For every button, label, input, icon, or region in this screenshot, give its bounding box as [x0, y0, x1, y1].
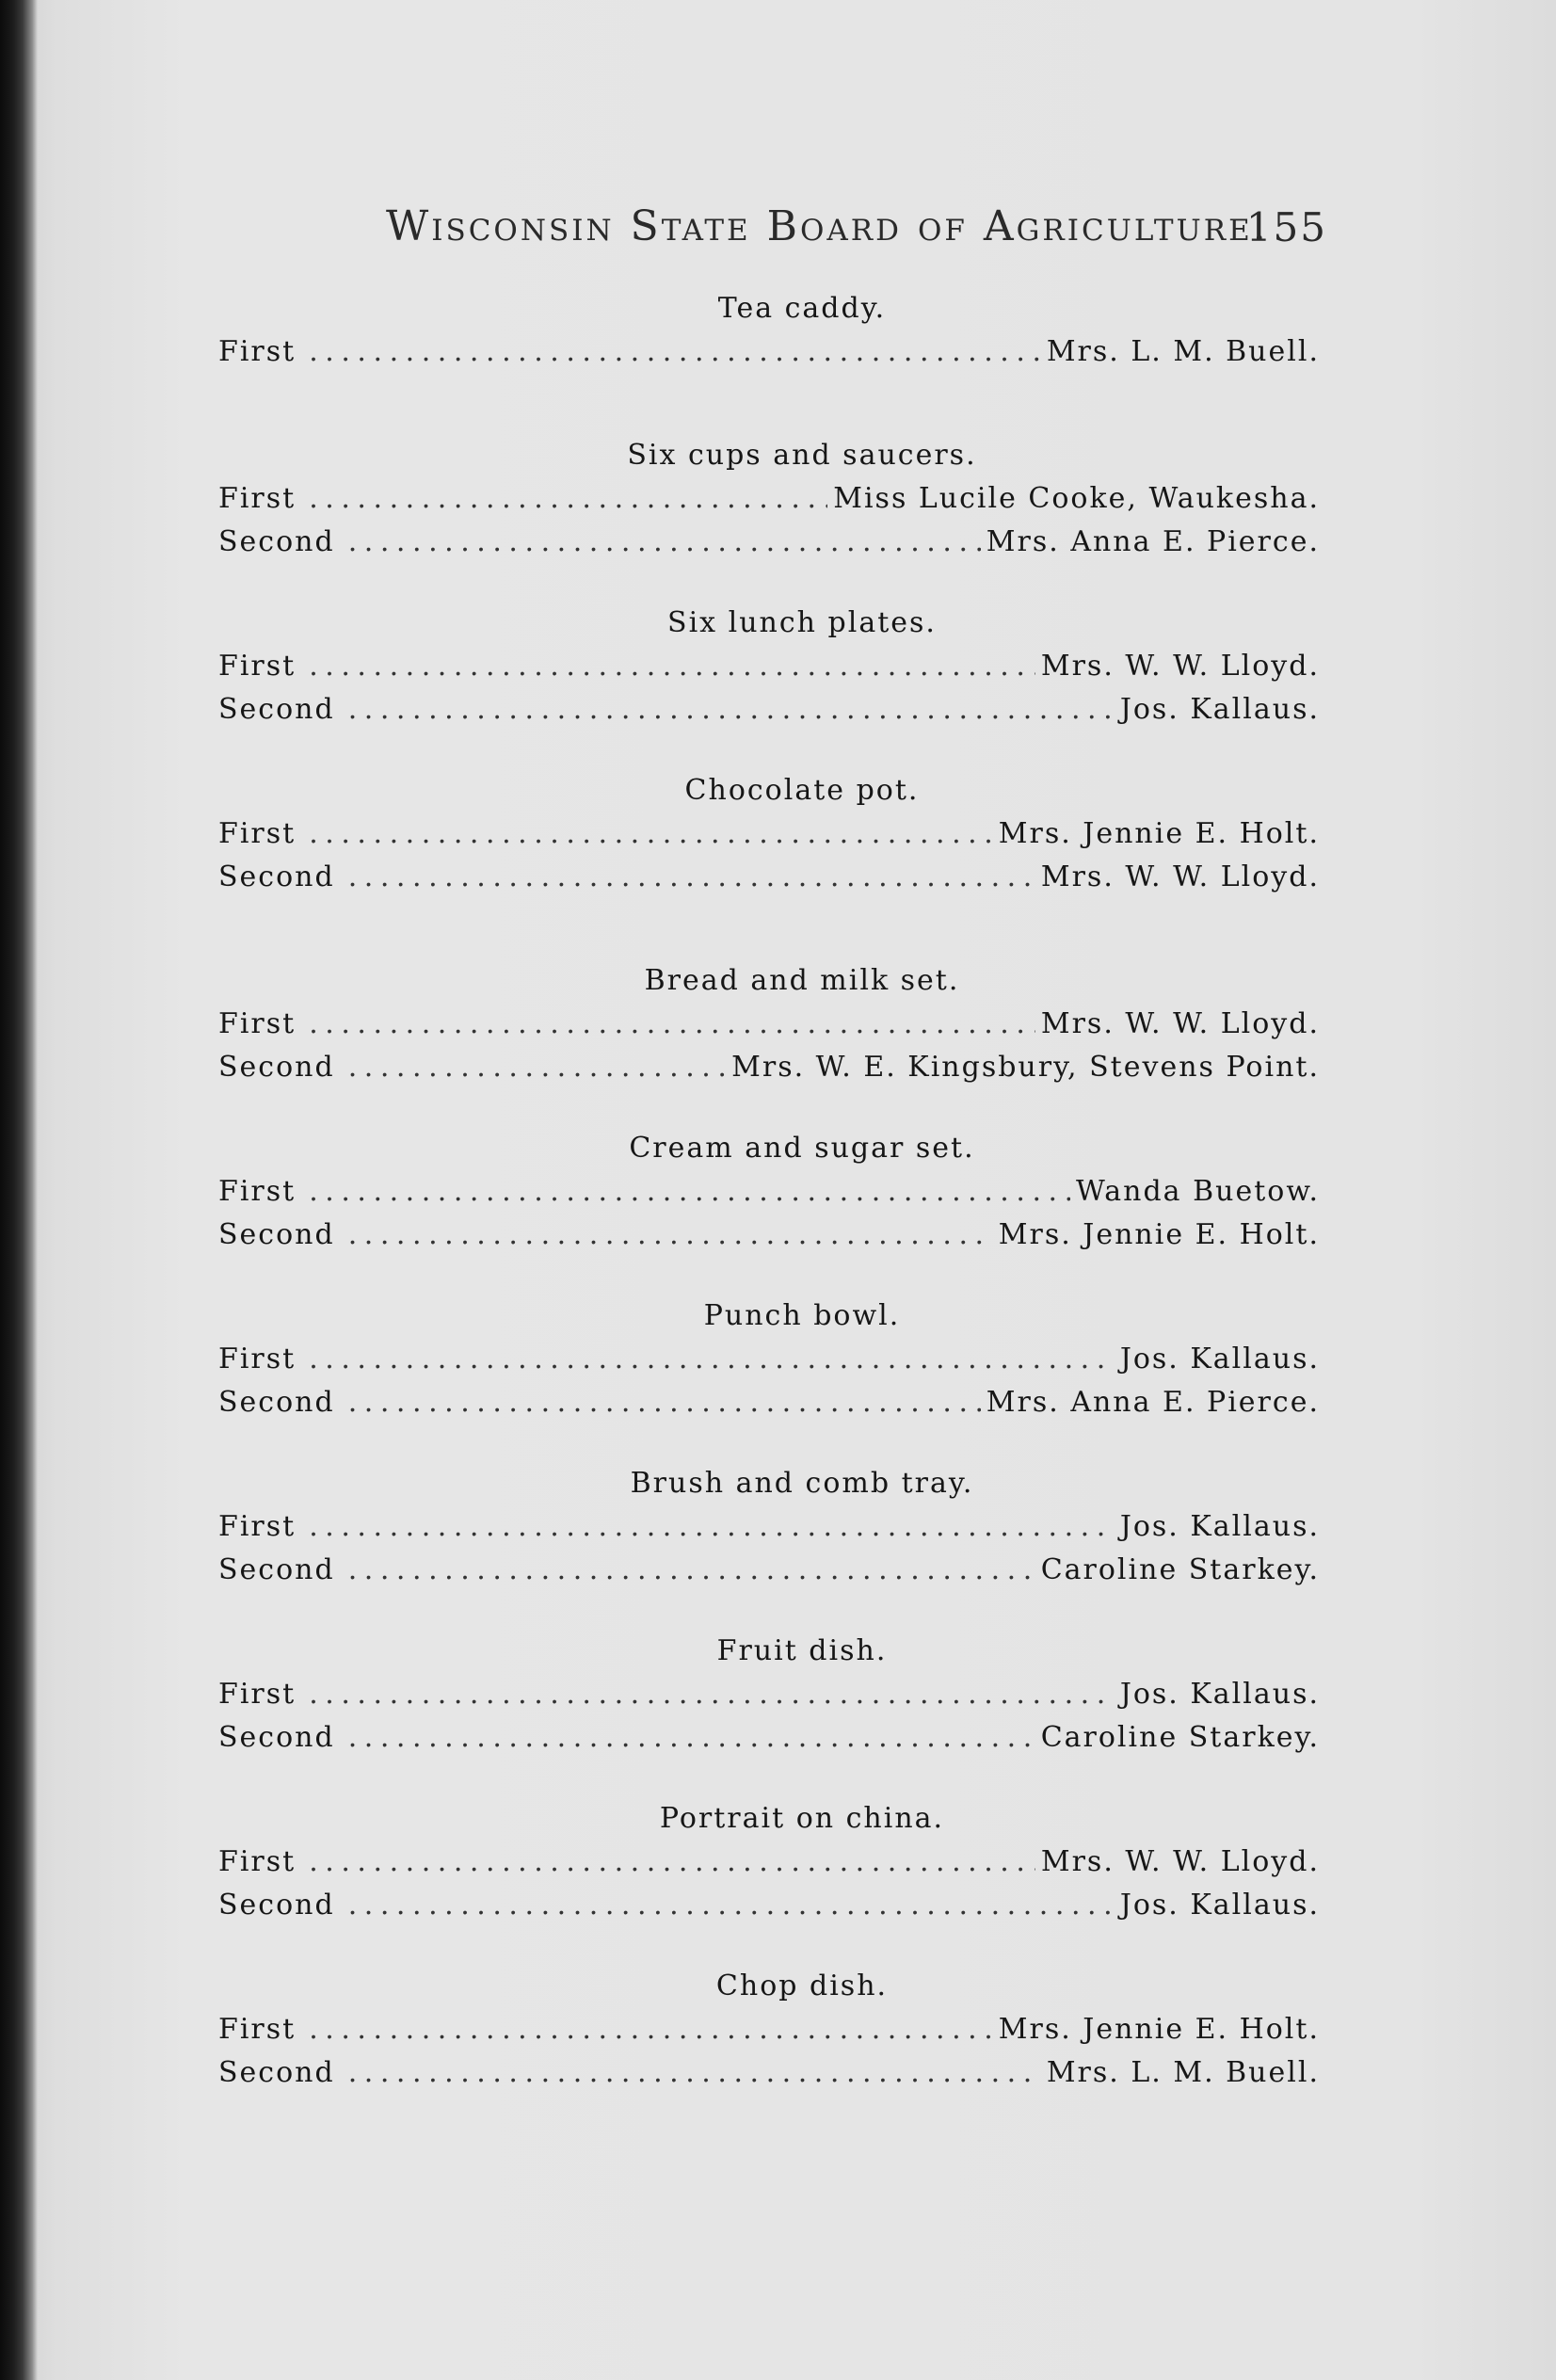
place-label: Second — [218, 1553, 335, 1586]
award-category — [218, 1295, 1320, 1424]
award-entry — [218, 688, 1320, 732]
dot-leader — [309, 1338, 1115, 1381]
award-entry — [218, 1338, 1320, 1381]
place-label: Second — [218, 1889, 335, 1922]
award-entry — [218, 1505, 1320, 1549]
dot-leader — [348, 688, 1115, 732]
awards-list — [218, 287, 1320, 2095]
winner-name: Jos. Kallaus. — [1119, 1510, 1320, 1543]
category-title: Punch bowl. — [703, 1299, 901, 1332]
award-entry — [218, 1841, 1320, 1884]
award-entry — [218, 1549, 1320, 1592]
winner-name: Mrs. W. W. Lloyd. — [1040, 1007, 1320, 1040]
place-label: Second — [218, 860, 335, 893]
place-label: Second — [218, 525, 335, 558]
winner-name: Jos. Kallaus. — [1119, 1343, 1320, 1375]
award-category — [218, 959, 1320, 1089]
award-category — [218, 1797, 1320, 1927]
winner-name: Mrs. L. M. Buell. — [1046, 335, 1320, 368]
place-label: First — [218, 1343, 297, 1375]
winner-name: Mrs. L. M. Buell. — [1046, 2056, 1320, 2089]
award-category — [218, 1965, 1320, 2095]
page-number: 155 — [1245, 204, 1327, 250]
dot-leader — [309, 2008, 993, 2051]
winner-name: Caroline Starkey. — [1040, 1721, 1320, 1754]
dot-leader — [309, 812, 993, 856]
winner-name: Jos. Kallaus. — [1119, 1889, 1320, 1922]
category-title: Fruit dish. — [716, 1634, 888, 1667]
award-entry — [218, 645, 1320, 688]
award-entry — [218, 1214, 1320, 1257]
dot-leader — [348, 2051, 1041, 2095]
dot-leader — [348, 1884, 1115, 1927]
winner-name: Mrs. W. W. Lloyd. — [1040, 650, 1320, 683]
place-label: First — [218, 1007, 297, 1040]
dot-leader — [309, 645, 1035, 688]
winner-name: Mrs. Anna E. Pierce. — [986, 525, 1320, 558]
award-category — [218, 1630, 1320, 1760]
place-label: Second — [218, 1051, 335, 1084]
book-binding-edge — [0, 0, 38, 2380]
award-category — [218, 769, 1320, 899]
winner-name: Miss Lucile Cooke, Waukesha. — [833, 482, 1320, 515]
award-category — [218, 602, 1320, 732]
running-head — [217, 202, 1327, 259]
place-label: First — [218, 650, 297, 683]
winner-name: Jos. Kallaus. — [1119, 1678, 1320, 1711]
dot-leader — [348, 1046, 726, 1089]
place-label: Second — [218, 693, 335, 726]
award-entry — [218, 1381, 1320, 1424]
place-label: First — [218, 1175, 297, 1208]
place-label: Second — [218, 2056, 335, 2089]
category-title: Six cups and saucers. — [627, 439, 977, 472]
place-label: Second — [218, 1386, 335, 1419]
place-label: First — [218, 482, 297, 515]
winner-name: Mrs. W. W. Lloyd. — [1040, 1845, 1320, 1878]
place-label: First — [218, 335, 297, 368]
place-label: First — [218, 2013, 297, 2046]
award-category — [218, 287, 1320, 374]
dot-leader — [309, 1841, 1035, 1884]
dot-leader — [348, 1214, 993, 1257]
winner-name: Mrs. Anna E. Pierce. — [986, 1386, 1320, 1419]
award-entry — [218, 1170, 1320, 1214]
award-entry — [218, 330, 1320, 374]
dot-leader — [348, 1381, 981, 1424]
winner-name: Wanda Buetow. — [1076, 1175, 1320, 1208]
dot-leader — [348, 856, 1035, 899]
award-entry — [218, 521, 1320, 564]
award-entry — [218, 1003, 1320, 1046]
winner-name: Mrs. W. E. Kingsbury, Stevens Point. — [731, 1051, 1320, 1084]
dot-leader — [348, 521, 981, 564]
award-entry — [218, 1716, 1320, 1760]
winner-name: Mrs. W. W. Lloyd. — [1040, 860, 1320, 893]
category-title: Cream and sugar set. — [629, 1132, 975, 1165]
dot-leader — [348, 1716, 1035, 1760]
award-category — [218, 434, 1320, 564]
category-title: Chocolate pot. — [684, 774, 920, 807]
award-entry — [218, 2008, 1320, 2051]
winner-name: Mrs. Jennie E. Holt. — [998, 1218, 1320, 1251]
place-label: First — [218, 1510, 297, 1543]
winner-name: Mrs. Jennie E. Holt. — [998, 2013, 1320, 2046]
category-title: Bread and milk set. — [644, 964, 960, 997]
category-title: Tea caddy. — [717, 292, 887, 325]
award-entry — [218, 856, 1320, 899]
winner-name: Caroline Starkey. — [1040, 1553, 1320, 1586]
dot-leader — [309, 1673, 1115, 1716]
place-label: First — [218, 1845, 297, 1878]
award-category — [218, 1127, 1320, 1257]
dot-leader — [309, 1003, 1035, 1046]
category-title: Portrait on china. — [659, 1802, 945, 1835]
place-label: First — [218, 817, 297, 850]
category-title: Six lunch plates. — [667, 606, 937, 639]
award-category — [218, 1462, 1320, 1592]
place-label: Second — [218, 1218, 335, 1251]
award-entry — [218, 1884, 1320, 1927]
category-title: Chop dish. — [715, 1970, 889, 2002]
category-title: Brush and comb tray. — [630, 1467, 974, 1500]
journal-title: Wisconsin State Board of Agriculture. — [386, 202, 1269, 250]
award-entry — [218, 477, 1320, 521]
dot-leader — [309, 1505, 1115, 1549]
winner-name: Mrs. Jennie E. Holt. — [998, 817, 1320, 850]
place-label: First — [218, 1678, 297, 1711]
winner-name: Jos. Kallaus. — [1119, 693, 1320, 726]
award-entry — [218, 1673, 1320, 1716]
dot-leader — [309, 330, 1041, 374]
award-entry — [218, 2051, 1320, 2095]
place-label: Second — [218, 1721, 335, 1754]
dot-leader — [309, 477, 827, 521]
dot-leader — [348, 1549, 1035, 1592]
award-entry — [218, 1046, 1320, 1089]
award-entry — [218, 812, 1320, 856]
dot-leader — [309, 1170, 1070, 1214]
